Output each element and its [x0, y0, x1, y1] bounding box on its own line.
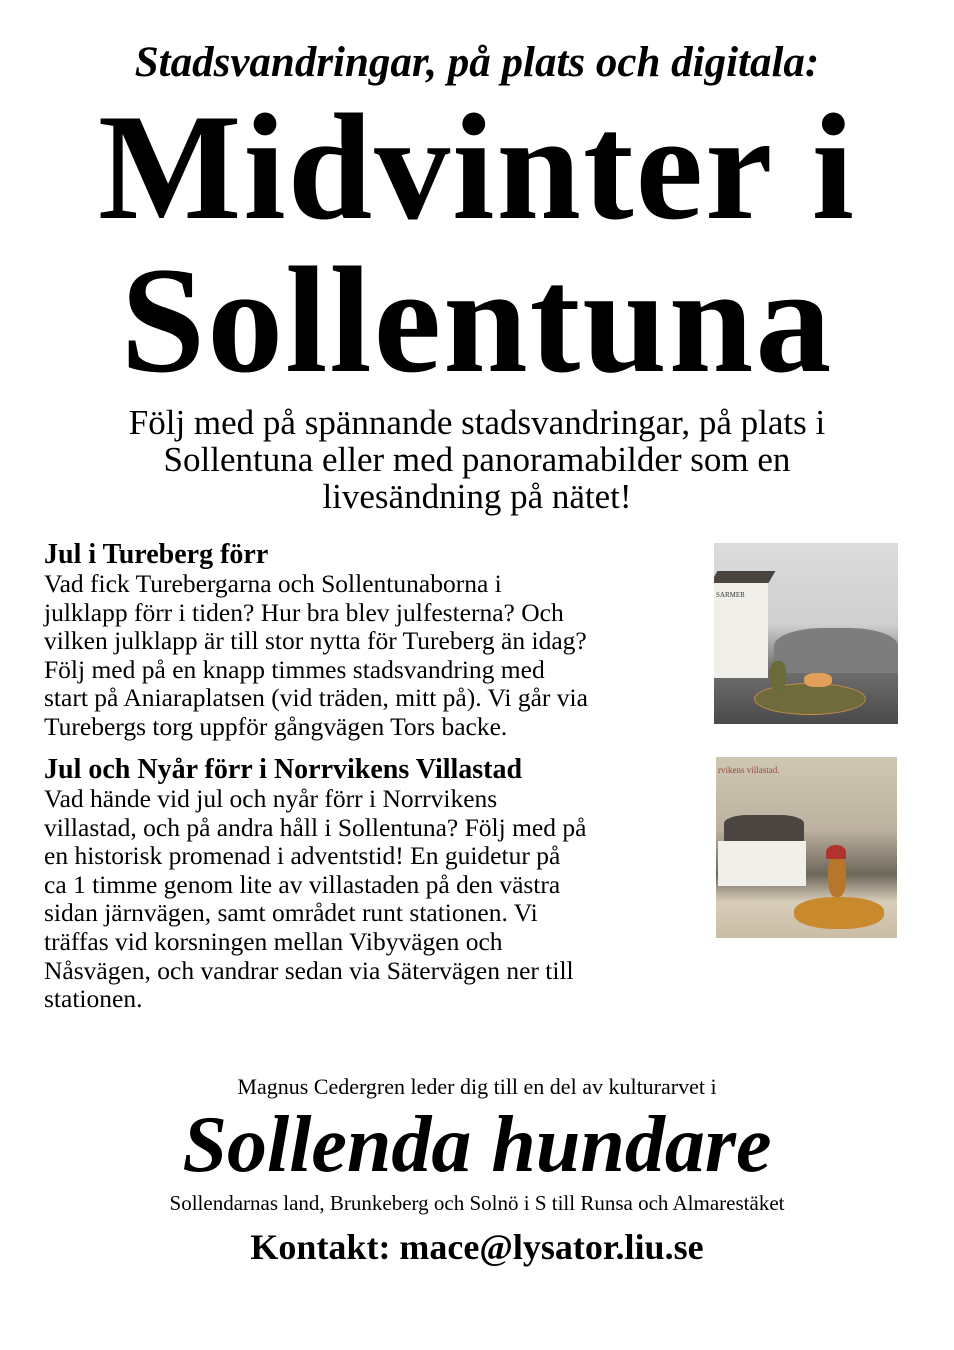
contact-email[interactable]: Kontakt: mace@lysator.liu.se: [250, 1227, 704, 1267]
section-heading: Jul och Nyår förr i Norrvikens Villastad: [44, 754, 523, 785]
footer-intro: Magnus Cedergren leder dig till en del av kulturarvet i: [237, 1074, 717, 1099]
body-line: en historisk promenad i adventstid! En guidetur på: [44, 841, 561, 871]
lead-paragraph: [0, 404, 954, 515]
lead-line: Sollentuna eller med panoramabilder som en: [163, 440, 791, 479]
body-line: Följ med på en knapp timmes stadsvandring med: [44, 654, 545, 684]
body-line: villastad, och på andra håll i Sollentuna? Följ med på: [44, 812, 587, 842]
body-line: stationen.: [44, 984, 143, 1014]
body-line: Vad fick Turebergarna och Sollentunaborna i: [44, 569, 502, 598]
title-line-1: Midvinter i: [97, 83, 857, 251]
footer-name: Sollenda hundare: [182, 1101, 772, 1189]
body-line: julklapp förr i tiden? Hur bra blev julfesterna? Och: [44, 597, 564, 627]
body-line: Vad hände vid jul och nyår förr i Norrvikens: [44, 784, 498, 813]
section-tureberg: [44, 540, 714, 742]
body-line: start på Aniaraplatsen (vid träden, mitt på). Vi går via: [44, 683, 588, 713]
body-line: ca 1 timme genom lite av villastaden på den västra: [44, 869, 561, 899]
section-heading: Jul i Tureberg förr: [44, 539, 269, 570]
body-line: vilken julklapp är till stor nytta för Tureberg än idag?: [44, 626, 587, 656]
photo-sign-text: SARMER: [716, 591, 745, 599]
lead-line: livesändning på nätet!: [322, 477, 632, 516]
lead-line: Följ med på spännande stadsvandringar, på plats i: [128, 403, 826, 442]
title-line-2: Sollentuna: [120, 236, 834, 404]
section-norrviken: [44, 755, 714, 1014]
tureberg-photo: [714, 543, 898, 724]
body-line: träffas vid korsningen mellan Vibyvägen och: [44, 926, 503, 956]
body-line: Turebergs torg uppför gångvägen Tors backe.: [44, 711, 508, 741]
body-line: Nåsvägen, och vandrar sedan via Sätervägen ner till: [44, 955, 574, 985]
postcard-caption: rvikens villastad.: [718, 765, 780, 775]
norrviken-postcard-photo: [716, 757, 897, 938]
body-line: sidan järnvägen, samt området runt stationen. Vi: [44, 898, 538, 928]
kicker-heading: Stadsvandringar, på plats och digitala:: [134, 39, 820, 86]
footer-region: Sollendarnas land, Brunkeberg och Solnö i S till Runsa och Almarestäket: [169, 1191, 785, 1215]
